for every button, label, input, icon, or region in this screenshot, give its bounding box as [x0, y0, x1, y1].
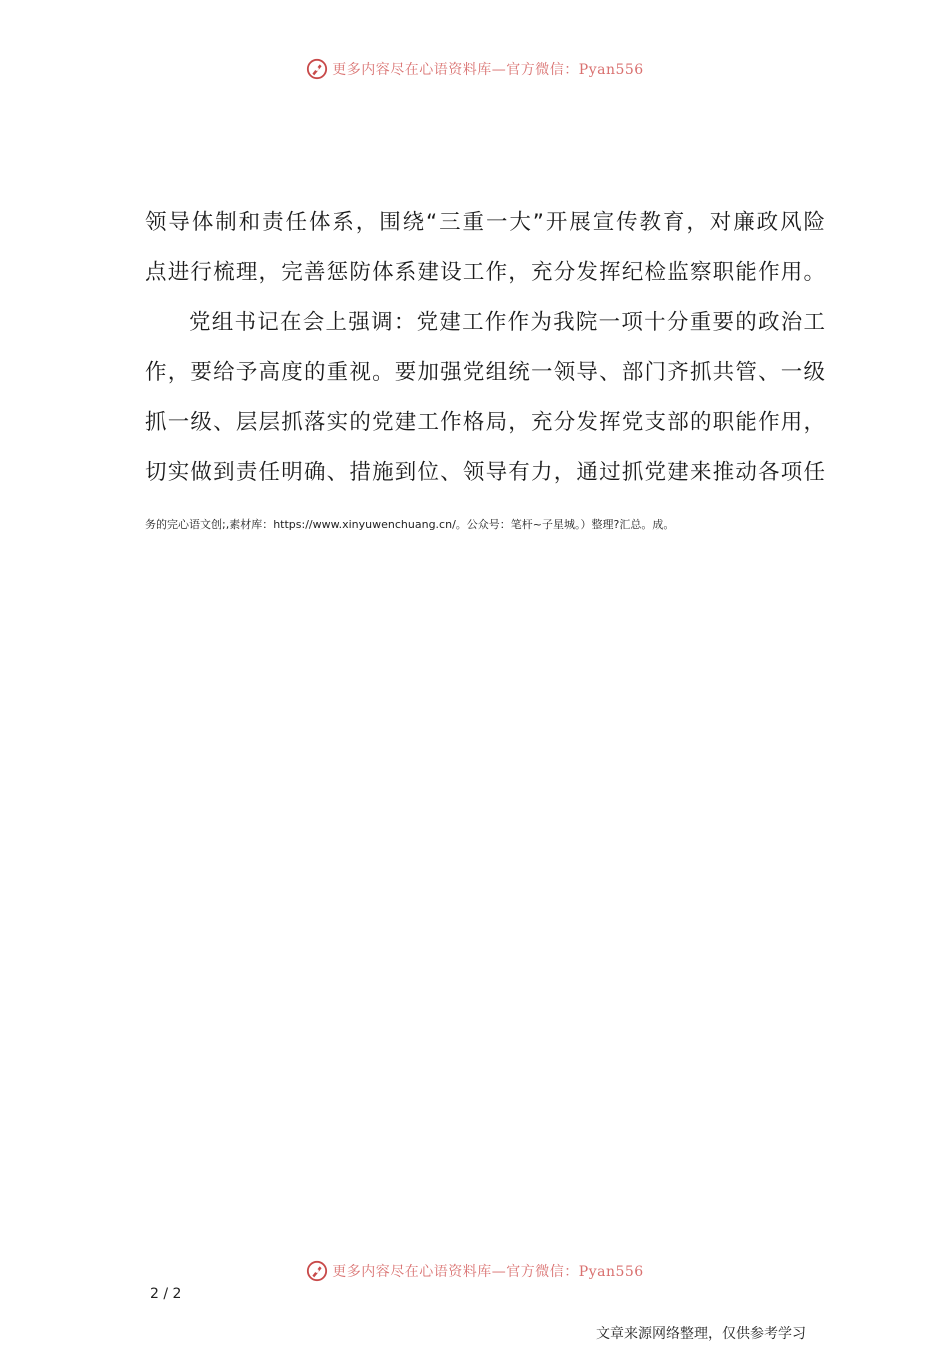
document-body [145, 198, 825, 498]
paragraph-2-line-4: 切实做到责任明确、措施到位、领导有力，通过抓党建来推动各项任 [145, 460, 825, 485]
paragraph-1 [145, 198, 825, 298]
pen-nib-logo-icon [306, 58, 328, 80]
paragraph-1-line-2: 点进行梳理，完善惩防体系建设工作，充分发挥纪检监察职能作用。 [145, 260, 825, 285]
small-note: 务的完心语文创;,素材库：https://www.xinyuwenchuang.cn/。公众号：笔杆~子星城。）整理?汇总。成。 [145, 518, 675, 531]
paragraph-2 [145, 298, 825, 498]
pen-nib-logo-icon [306, 1260, 328, 1282]
header-banner-text: 更多内容尽在心语资料库—官方微信：Pyan556 [332, 62, 644, 78]
header-banner [0, 54, 950, 84]
paragraph-2-line-2: 作，要给予高度的重视。要加强党组统一领导、部门齐抓共管、一级 [145, 360, 825, 385]
page-number: 2 / 2 [150, 1286, 182, 1302]
paragraph-1-line-1: 领导体制和责任体系，围绕“三重一大”开展宣传教育，对廉政风险 [145, 210, 825, 235]
footer-banner-text: 更多内容尽在心语资料库—官方微信：Pyan556 [332, 1264, 644, 1280]
footer-note: 文章来源网络整理，仅供参考学习 [596, 1326, 806, 1342]
footer-banner [0, 1256, 950, 1286]
paragraph-2-line-3: 抓一级、层层抓落实的党建工作格局，充分发挥党支部的职能作用， [145, 410, 825, 435]
paragraph-2-line-1: 党组书记在会上强调：党建工作作为我院一项十分重要的政治工 [189, 310, 825, 335]
